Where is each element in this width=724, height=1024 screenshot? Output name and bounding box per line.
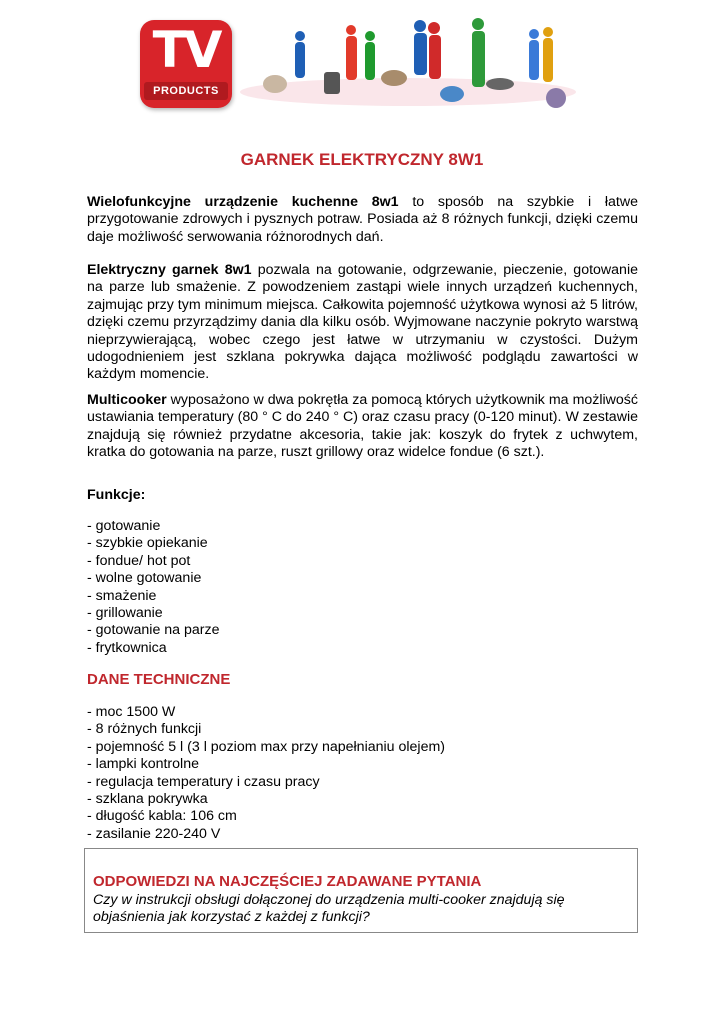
functions-list <box>87 518 638 657</box>
functions-list-item: - smażenie <box>87 587 157 604</box>
functions-list-item: - grillowanie <box>87 605 163 622</box>
description-paragraph-block <box>87 262 638 384</box>
description-text: pozwala na gotowanie, odgrzewanie, pieczenie, gotowanie na parze lub smażenie. Z powodzeniem zastąpi wiele innych urządzeń kuchennych, zajmując przy tym minimum miejsca. Całkowita pojemność użytkowa wynosi aż 5 litrów, dzięki czemu przyrządzimy dania dla kilku osób. Wyjmowane naczynie pokryto warstwą nieprzywierającą, wobec czego jest łatwe w utrzymaniu w czystości. Dużym udogodnieniem jest szklana pokrywka dająca możliwość podglądu zawartości w każdym momencie. <box>87 262 638 383</box>
people-and-products-illustration <box>238 12 578 112</box>
product-image-2 <box>324 72 340 94</box>
person-silhouette-5 <box>428 22 441 79</box>
product-image-6 <box>546 88 566 108</box>
person-silhouette-2 <box>346 25 357 80</box>
multicooker-paragraph <box>87 392 638 462</box>
functions-list-block <box>87 518 638 657</box>
faq-box <box>84 848 638 933</box>
faq-heading: ODPOWIEDZI NA NAJCZĘŚCIEJ ZADAWANE PYTANIA <box>93 873 482 890</box>
functions-list-item: - gotowanie na parze <box>87 622 220 639</box>
description-bold: Elektryczny garnek 8w1 <box>87 262 252 278</box>
functions-list-item: - frytkownica <box>87 639 167 656</box>
tech-spec-item: - lampki kontrolne <box>87 756 199 773</box>
person-silhouette-7 <box>529 29 539 80</box>
product-image-1 <box>263 75 287 93</box>
tech-spec-item: - zasilanie 220-240 V <box>87 825 221 842</box>
product-image-5 <box>486 78 514 90</box>
tech-spec-item: - pojemność 5 l (3 l poziom max przy napełnianiu olejem) <box>87 738 445 755</box>
person-silhouette-4 <box>414 20 427 75</box>
product-image-4 <box>440 86 464 102</box>
functions-list-item: - szybkie opiekanie <box>87 535 208 552</box>
logo-tv-text: TV <box>152 21 220 79</box>
functions-list-item: - gotowanie <box>87 518 161 534</box>
header-logo-band <box>138 12 578 112</box>
person-silhouette-3 <box>365 31 375 80</box>
page-title: GARNEK ELEKTRYCZNY 8W1 <box>240 150 484 169</box>
tech-specs-heading: DANE TECHNICZNE <box>87 671 231 688</box>
tech-specs-list <box>87 704 638 843</box>
intro-paragraph <box>87 194 638 246</box>
description-paragraph <box>87 262 638 384</box>
multicooker-bold: Multicooker <box>87 392 167 408</box>
faq-question: Czy w instrukcji obsługi dołączonej do urządzenia multi-cooker znajdują się objaśnienia jak korzystać z każdej z funkcji? <box>93 892 565 926</box>
tech-spec-item: - regulacja temperatury i czasu pracy <box>87 773 320 790</box>
person-silhouette-1 <box>295 31 305 78</box>
person-silhouette-8 <box>543 27 553 82</box>
functions-heading: Funkcje: <box>87 487 146 503</box>
functions-list-item: - wolne gotowanie <box>87 570 202 587</box>
functions-section <box>87 487 638 504</box>
intro-bold: Wielofunkcyjne urządzenie kuchenne 8w1 <box>87 194 399 210</box>
multicooker-paragraph-block <box>87 392 638 462</box>
product-image-3 <box>381 70 407 86</box>
intro-text: to sposób na szybkie i łatwe przygotowanie zdrowych i pysznych potraw. Posiada aż 8 różnych funkcji, dzięki czemu daje możliwość serwowania różnorodnych dań. <box>87 194 639 245</box>
tech-spec-item: - szklana pokrywka <box>87 791 208 808</box>
tech-spec-item: - 8 różnych funkcji <box>87 721 202 738</box>
intro-paragraph-block <box>87 194 638 246</box>
tech-specs-list-block <box>87 704 638 843</box>
logo-products-text: PRODUCTS <box>144 82 228 100</box>
person-silhouette-6 <box>472 18 485 87</box>
multicooker-text: wyposażono w dwa pokrętła za pomocą których użytkownik ma możliwość ustawiania temperatury (80 ° C do 240 ° C) oraz czasu pracy (0-120 minut). W zestawie znajdują się również przydatne akcesoria, takie jak: koszyk do frytek z uchwytem, kratka do gotowania na parze, ruszt grillowy oraz widelce fondue (6 szt.). <box>87 392 638 461</box>
functions-list-item: - fondue/ hot pot <box>87 552 191 569</box>
tv-products-logo <box>140 20 232 108</box>
tech-spec-item: - długość kabla: 106 cm <box>87 808 237 825</box>
tech-spec-item: - moc 1500 W <box>87 704 176 720</box>
